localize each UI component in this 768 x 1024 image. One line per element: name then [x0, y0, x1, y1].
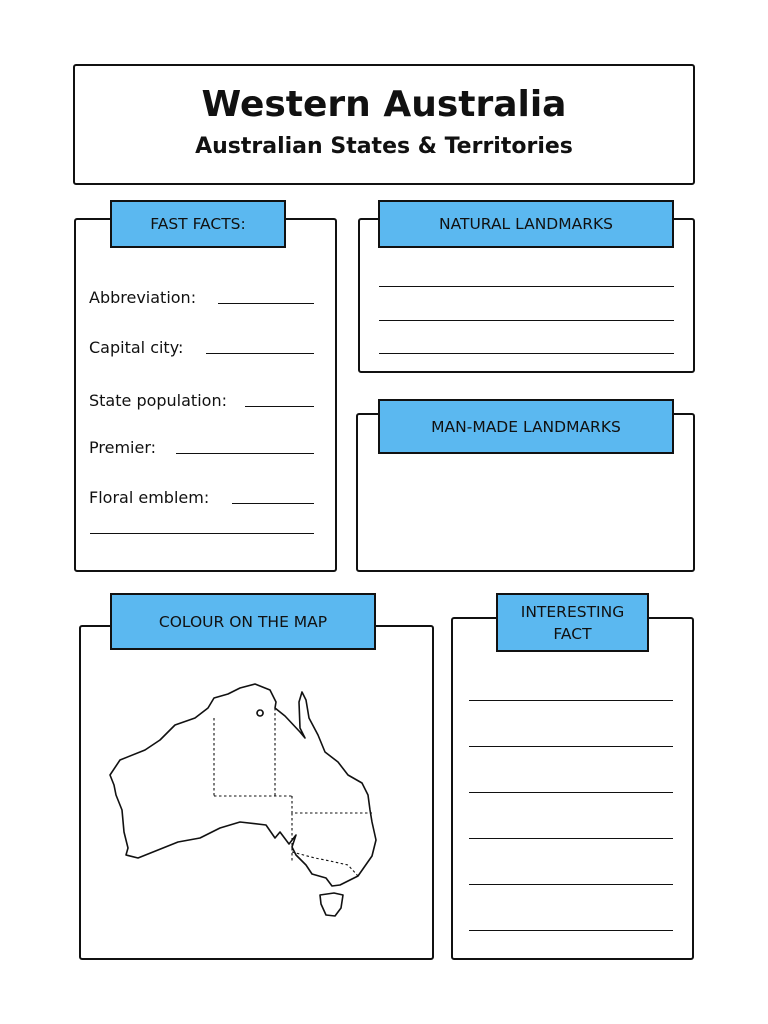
page-subtitle: Australian States & Territories — [195, 134, 573, 159]
page-title: Western Australia — [201, 84, 567, 125]
fact-capital-city — [89, 331, 314, 357]
premier-label: Premier: — [89, 438, 162, 457]
interesting-fact-box — [451, 617, 694, 960]
interesting-fact-line[interactable] — [469, 838, 673, 839]
capital-city-answer-line[interactable] — [206, 353, 314, 354]
interesting-fact-line[interactable] — [469, 930, 673, 931]
interesting-fact-heading: INTERESTING FACT — [496, 593, 649, 652]
state-population-answer-line[interactable] — [245, 406, 314, 407]
floral-emblem-label: Floral emblem: — [89, 488, 215, 507]
floral-emblem-extra-line[interactable] — [90, 533, 314, 534]
interesting-fact-line[interactable] — [469, 746, 673, 747]
floral-emblem-answer-line[interactable] — [232, 503, 314, 504]
abbreviation-label: Abbreviation: — [89, 288, 202, 307]
sa-qld-border — [292, 796, 372, 813]
australia-map-outline — [100, 680, 400, 930]
interesting-fact-line[interactable] — [469, 884, 673, 885]
abbreviation-answer-line[interactable] — [218, 303, 314, 304]
mainland-outline — [110, 684, 376, 886]
interesting-fact-line[interactable] — [469, 700, 673, 701]
fact-abbreviation — [89, 281, 314, 307]
fact-premier — [89, 431, 314, 457]
man-made-landmarks-heading: MAN-MADE LANDMARKS — [378, 399, 674, 454]
interesting-fact-line[interactable] — [469, 792, 673, 793]
tasmania-outline — [320, 893, 343, 916]
natural-landmarks-heading: NATURAL LANDMARKS — [378, 200, 674, 248]
state-population-label: State population: — [89, 391, 233, 410]
natural-landmarks-line[interactable] — [379, 320, 674, 321]
natural-landmarks-line[interactable] — [379, 286, 674, 287]
nsw-vic-border — [292, 852, 358, 876]
map-heading: COLOUR ON THE MAP — [110, 593, 376, 650]
natural-landmarks-line[interactable] — [379, 353, 674, 354]
premier-answer-line[interactable] — [176, 453, 314, 454]
fact-floral-emblem — [89, 481, 314, 507]
fact-state-population — [89, 384, 314, 410]
island-outline — [257, 710, 263, 716]
capital-city-label: Capital city: — [89, 338, 189, 357]
fast-facts-heading: FAST FACTS: — [110, 200, 286, 248]
